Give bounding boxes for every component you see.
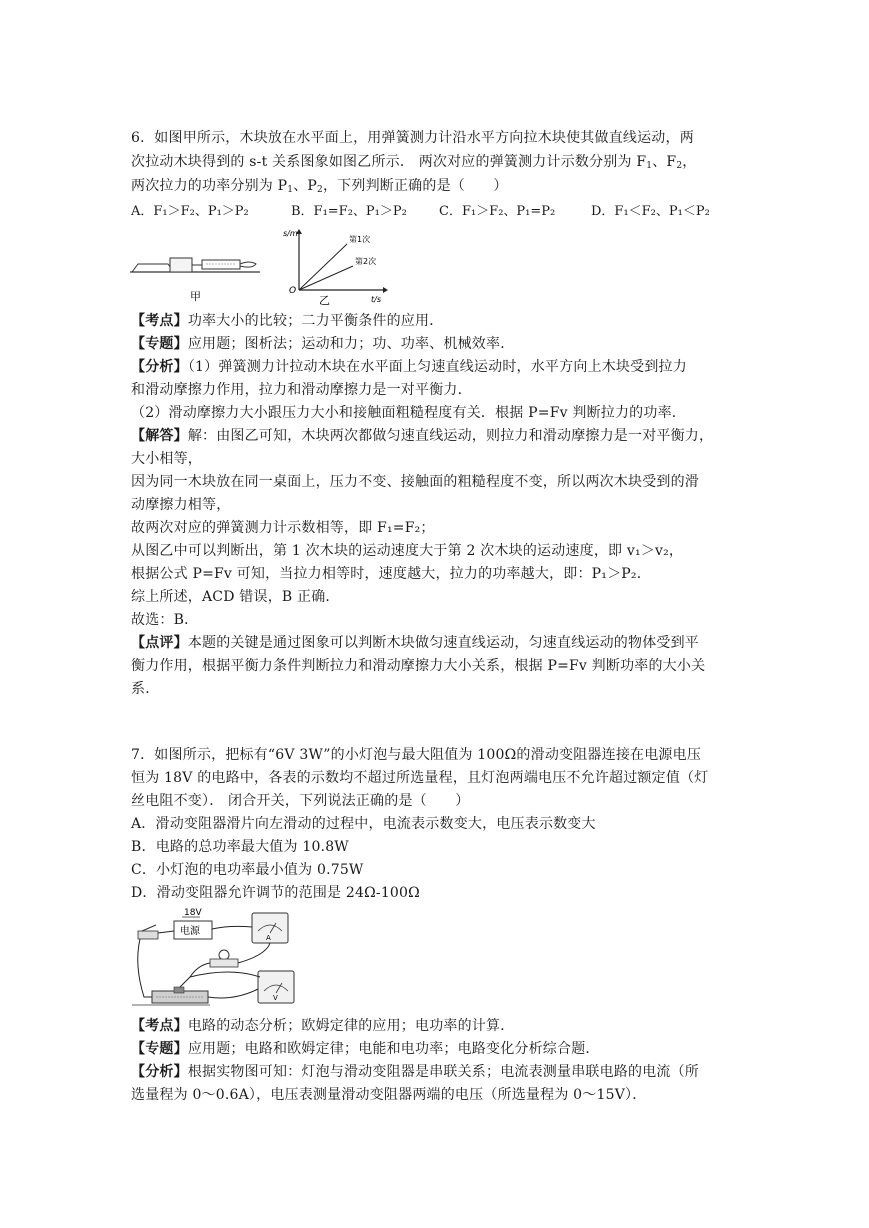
subscript: 1: [646, 161, 653, 171]
q6-origin-label: O: [289, 286, 297, 296]
q6-jieda-line6: 从图乙中可以判断出，第 1 次木块的运动速度大于第 2 次木块的运动速度，即 v₁＞v₂，: [131, 543, 684, 559]
q6-figure-jia: [128, 244, 268, 306]
q6-option-d: D．F₁＜F₂、P₁＜P₂: [591, 204, 710, 219]
q7-voltmeter-label: V: [273, 994, 278, 1002]
subscript: 2: [676, 161, 683, 171]
subscript: 2: [317, 185, 323, 195]
dianping-tag: 【点评】: [131, 635, 188, 651]
q6-stem3-text: 两次拉力的功率分别为 P: [131, 178, 288, 194]
kaodian-tag: 【考点】: [131, 1018, 188, 1034]
q6-stem3-end: ，下列判断正确的是（ ）: [322, 178, 508, 194]
q6-stem-line1: 6．如图甲所示，木块放在水平面上，用弹簧测力计沿水平方向拉木块使其做直线运动，两: [131, 130, 694, 146]
q6-option-a: A．F₁＞F₂、P₁＞P₂: [131, 204, 249, 219]
q6-fenxi-line1: [131, 357, 741, 377]
q7-option-a: A．滑动变阻器滑片向左滑动的过程中，电流表示数变大，电压表示数变大: [131, 816, 596, 832]
q7-source-label: 电源: [180, 926, 200, 937]
q6-stem2-end: ，: [682, 154, 697, 170]
q6-kaodian: [131, 311, 741, 331]
q6-jieda-line7: 根据公式 P=Fv 可知，当拉力相等时，速度越大，拉力的功率越大，即：P₁＞P₂．: [131, 566, 651, 582]
q6-option-b: B．F₁=F₂、P₁＞P₂: [291, 204, 407, 219]
dianping-text: 本题的关键是通过图象可以判断木块做匀速直线运动，匀速直线运动的物体受到平: [187, 635, 700, 651]
fenxi-text: 根据实物图可知：灯泡与滑动变阻器是串联关系；电流表测量串联电路的电流（所: [187, 1064, 700, 1080]
q6-stem-line2: [131, 152, 741, 176]
q7-voltage-label: 18V: [184, 908, 202, 918]
kaodian-text: 功率大小的比较；二力平衡条件的应用．: [187, 313, 444, 329]
fenxi-text: （1）弹簧测力计拉动木块在水平面上匀速直线运动时，水平方向上木块受到拉力: [187, 359, 687, 375]
q7-kaodian: [131, 1016, 741, 1036]
q6-dianping-line1: [131, 633, 741, 653]
q7-option-c: C．小灯泡的电功率最小值为 0.75W: [131, 862, 364, 878]
q6-fenxi-line2: 和滑动摩擦力作用，拉力和滑动摩擦力是一对平衡力．: [131, 382, 472, 398]
fenxi-tag: 【分析】: [131, 359, 188, 375]
q6-stem3-mid: 、P: [293, 178, 318, 194]
q6-line1-label: 第1次: [349, 235, 371, 244]
q6-label-jia: 甲: [190, 290, 201, 303]
q6-stem2-mid: 、F: [652, 154, 677, 170]
q6-label-yi: 乙: [319, 294, 330, 306]
q6-jieda-line2: 大小相等，: [131, 451, 202, 467]
q6-jieda-line4: 动摩擦力相等，: [131, 497, 231, 513]
q7-zhuanti: [131, 1039, 741, 1059]
kaodian-text: 电路的动态分析；欧姆定律的应用；电功率的计算．: [187, 1018, 515, 1034]
q6-dianping-line3: 系．: [131, 681, 160, 697]
q6-line2-label: 第2次: [355, 257, 377, 266]
zhuanti-text: 应用题；图析法；运动和力；功、功率、机械效率．: [187, 336, 515, 352]
q7-fenxi-line1: [131, 1062, 741, 1082]
q6-figure-yi: [283, 226, 389, 306]
q7-option-d: D．滑动变阻器允许调节的范围是 24Ω-100Ω: [131, 885, 420, 901]
q7-fenxi-line2: 选量程为 0～0.6A），电压表测量滑动变阻器两端的电压（所选量程为 0～15V）．: [131, 1087, 647, 1103]
q6-jieda-line1: [131, 426, 741, 446]
zhuanti-tag: 【专题】: [131, 1041, 188, 1057]
q6-dianping-line2: 衡力作用，根据平衡力条件判断拉力和滑动摩擦力大小关系，根据 P=Fv 判断功率的大小关: [131, 658, 706, 674]
subscript: 1: [287, 185, 294, 195]
jieda-tag: 【解答】: [131, 428, 188, 444]
q6-jieda-line8: 综上所述，ACD 错误，B 正确．: [131, 589, 340, 605]
q6-stem-line3: [131, 176, 741, 200]
q7-stem-line2: 恒为 18V 的电路中，各表的示数均不超过所选量程，且灯泡两端电压不允许超过额定值（灯: [131, 770, 709, 786]
q6-jieda-line3: 因为同一木块放在同一桌面上，压力不变、接触面的粗糙程度不变，所以两次木块受到的滑: [131, 474, 699, 490]
q7-stem-line1: 7．如图所示，把标有“6V 3W”的小灯泡与最大阻值为 100Ω的滑动变阻器连接在电源电压: [131, 747, 702, 763]
zhuanti-text: 应用题；电路和欧姆定律；电能和电功率；电路变化分析综合题．: [187, 1041, 600, 1057]
q6-stem2-text: 次拉动木块得到的 s-t 关系图象如图乙所示． 两次对应的弹簧测力计示数分别为 F: [131, 154, 647, 170]
q7-ammeter-label: A: [266, 934, 271, 942]
fenxi-tag: 【分析】: [131, 1064, 188, 1080]
kaodian-tag: 【考点】: [131, 313, 188, 329]
zhuanti-tag: 【专题】: [131, 336, 188, 352]
q6-option-c: C．F₁＞F₂、P₁=P₂: [439, 204, 556, 219]
q7-stem-line3: 丝电阻不变）． 闭合开关，下列说法正确的是（ ）: [131, 793, 470, 809]
q6-x-axis-label: t/s: [371, 295, 381, 304]
q6-zhuanti: [131, 334, 741, 354]
q6-y-axis-label: s/m: [283, 229, 298, 238]
q6-jieda-line5: 故两次对应的弹簧测力计示数相等，即 F₁=F₂；: [131, 520, 435, 536]
q6-fenxi-line3: （2）滑动摩擦力大小跟压力大小和接触面粗糙程度有关．根据 P=Fv 判断拉力的功率．: [131, 405, 686, 421]
q7-option-b: B．电路的总功率最大值为 10.8W: [131, 839, 349, 855]
q6-jieda-line9: 故选：B．: [131, 612, 199, 628]
q7-circuit-figure: [130, 905, 300, 1011]
jieda-text: 解：由图乙可知，木块两次都做匀速直线运动，则拉力和滑动摩擦力是一对平衡力，: [187, 428, 714, 444]
